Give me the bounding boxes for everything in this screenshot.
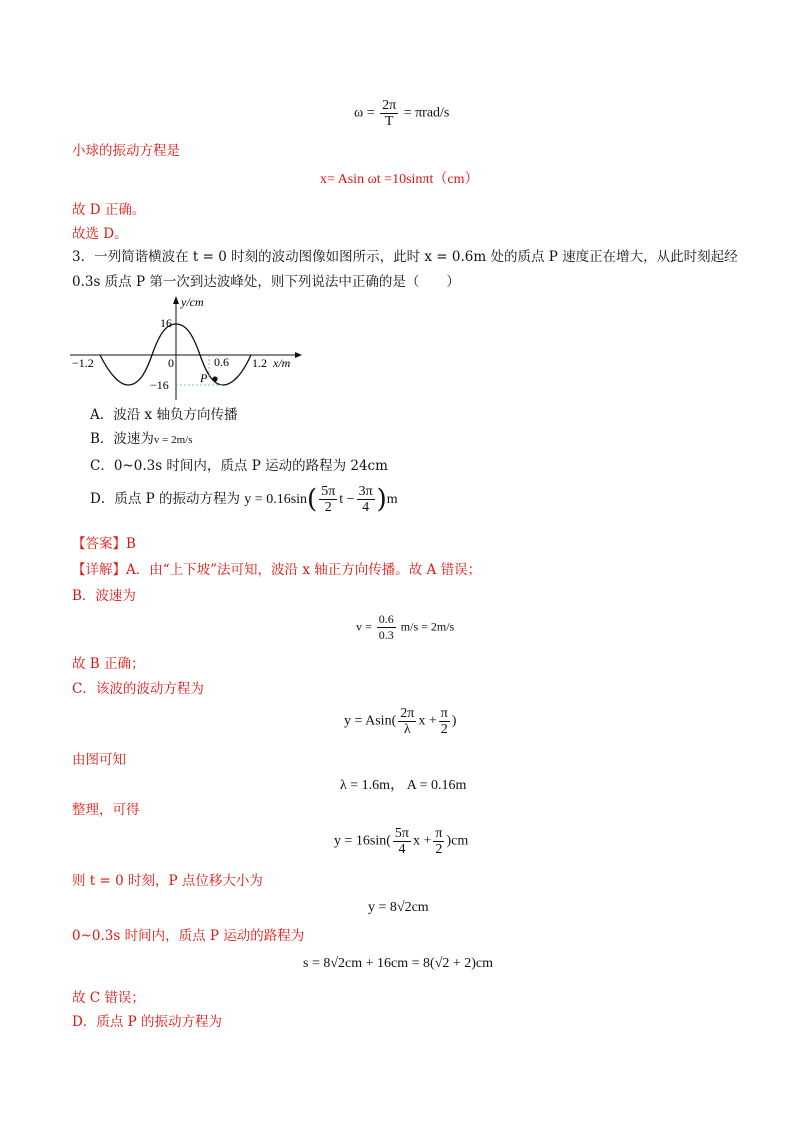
y-displacement: y = 8√2cm [368,900,429,915]
b-correct: 故 B 正确； [72,656,145,672]
line-equation-intro: 小球的振动方程是 [72,143,180,159]
v-right: m/s = 2m/s [400,619,455,634]
from-graph: 由图可知 [72,752,126,768]
option-d-num2: 3π [358,484,373,499]
y-eq-mid: x + [412,833,432,849]
c-wave-eq-intro: C．该波的波动方程为 [72,681,204,697]
v-fraction [377,612,396,643]
option-c: C．0~0.3s 时间内，质点 P 运动的路程为 24cm [90,458,388,474]
y-eq-den2: 2 [435,842,443,857]
answer: 【答案】B [72,536,136,552]
d-vibration: D．质点 P 的振动方程为 [72,1014,222,1030]
v-num: 0.6 [378,612,394,626]
question-3-line-2: 0.3s 质点 P 第一次到达波峰处，则下列说法中正确的是（ ） [72,274,460,290]
omega-num: 2π [382,98,397,113]
option-d-den2: 4 [362,500,370,515]
wave-eq-frac1 [398,706,416,737]
point-p-label: P [200,371,208,385]
y-max-label: 16 [160,316,172,330]
option-d-eq-left: y = 0.16sin [244,492,308,507]
x-label-12: 1.2 [252,356,267,370]
d-correct: 故 D 正确。 [72,202,146,218]
omega-fraction [380,98,398,129]
t0-line: 则 t = 0 时刻，P 点位移大小为 [72,873,263,889]
lambda-eq-text: λ = 1.6m， A = 0.16m [340,778,467,793]
y-eq-den1: 4 [398,842,406,857]
option-d [90,484,398,515]
omega-equation [354,98,449,129]
question-3-line-1: 3．一列简谐横波在 t = 0 时刻的波动图像如图所示，此时 x = 0.6m 处的质点 P 速度正在增大，从此时刻起经 [72,249,738,265]
path-line: 0~0.3s 时间内，质点 P 运动的路程为 [72,928,305,944]
x-label-neg: −1.2 [72,356,94,370]
y-min-label: −16 [150,378,169,392]
x-axis-label: x/m [273,356,291,370]
omega-den: T [384,114,394,129]
option-d-mid: t − [339,492,355,507]
option-d-paren-open: ( [307,484,318,515]
choose-d: 故选 D。 [72,226,128,242]
option-b [90,430,193,449]
option-a: A．波沿 x 轴负方向传播 [90,407,238,423]
option-d-den1: 2 [324,500,332,515]
v-den: 0.3 [378,628,394,642]
y-eq-left: y = 16sin( [334,833,391,849]
omega-rhs: = πrad/s [403,105,450,121]
wave-eq-frac2 [439,706,450,737]
b-speed: B．波速为 [72,588,136,604]
option-d-prefix: D．质点 P 的振动方程为 [90,491,240,507]
option-b-value: v = 2m/s [153,434,193,446]
option-b-prefix: B．波速为 [90,431,154,447]
y-equation [334,826,468,857]
y-axis-label: y/cm [181,295,204,309]
wave-eq-mid: x + [418,713,437,729]
option-d-paren-close: ) [376,484,387,515]
x-label-zero: 0 [168,356,174,370]
detail-a: 【详解】A．由“上下坡”法可知，波沿 x 轴正方向传播。故 A 错误； [72,562,482,578]
y-eq-frac1 [393,826,411,857]
y-eq-num1: 5π [394,826,409,841]
x-label-06: 0.6 [214,355,229,369]
y-eq-right: )cm [446,833,469,849]
lambda-equation [340,774,466,794]
wave-eq-den2: 2 [440,722,448,737]
wave-graph [70,292,310,402]
wave-eq-num1: 2π [400,706,415,721]
v-left: v = [356,619,372,634]
option-d-frac2 [357,484,375,515]
y-eq-frac2 [433,826,444,857]
x-equation: x= Asin ωt =10sinπt（cm） [320,172,479,187]
option-d-num1: 5π [321,484,336,499]
point-p [212,376,217,381]
wave-equation [344,706,456,737]
v-equation [356,612,454,643]
y-eq-num2: π [435,826,443,841]
rearrange: 整理，可得 [72,802,140,818]
s-equation: s = 8√2cm + 16cm = 8(√2 + 2)cm [303,956,494,971]
option-d-frac1 [319,484,337,515]
wave-eq-left: y = Asin( [344,713,397,729]
wave-eq-right: ) [451,713,457,729]
wave-eq-den1: λ [403,722,411,737]
omega-lhs: ω = [354,105,375,121]
option-d-unit: m [386,492,398,507]
wave-eq-num2: π [440,706,448,721]
c-wrong: 故 C 错误； [72,990,145,1006]
